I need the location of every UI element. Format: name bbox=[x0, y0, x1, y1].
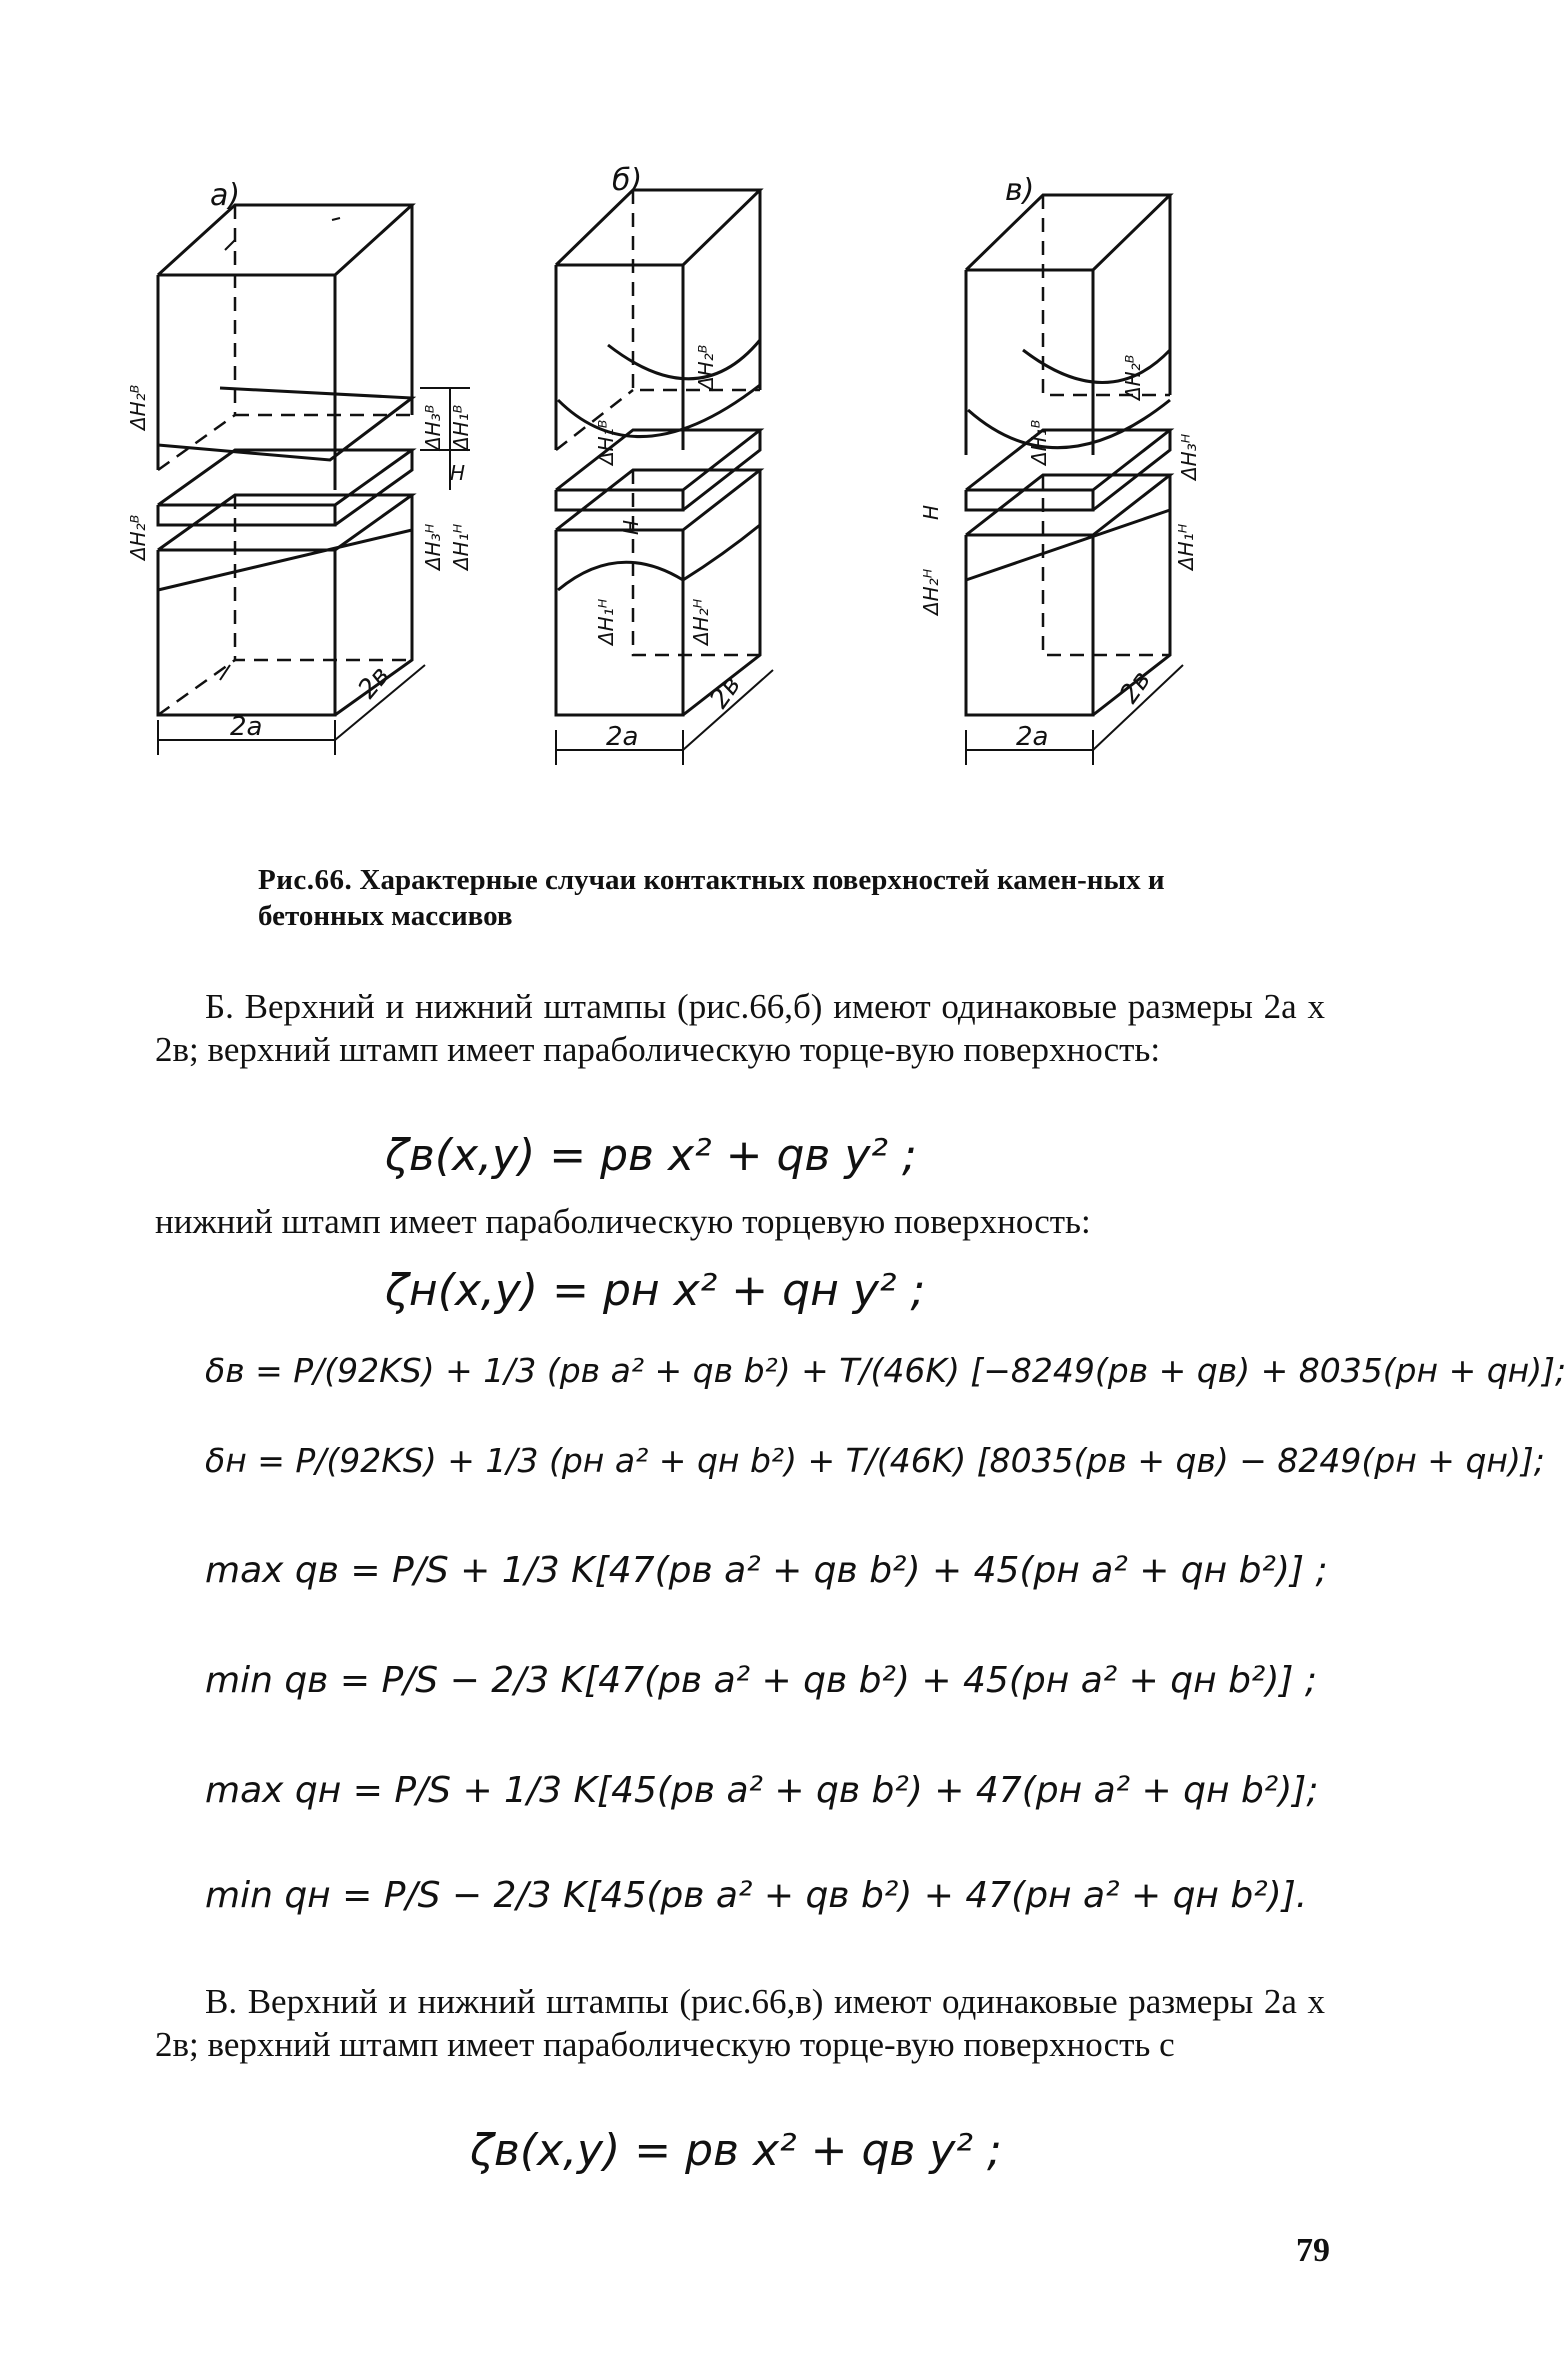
b-top-dim-1: ΔH₂ᴮ bbox=[694, 344, 718, 390]
a-low-dim-2: ΔH₁ᴴ bbox=[449, 523, 473, 570]
figure-caption bbox=[258, 862, 1258, 934]
v-slab-front bbox=[966, 490, 1093, 510]
a-top-break-mark2 bbox=[332, 218, 340, 220]
v-top-dim-1: ΔH₂ᴮ bbox=[1121, 354, 1145, 400]
b-low-front bbox=[556, 530, 683, 715]
b-low-parabolic-face bbox=[558, 562, 683, 590]
formula-min-qn: min qн = P/S − 2/3 K[45(pв a² + qв b²) + 47(pн a² + qн b²)]. bbox=[205, 1875, 1308, 1916]
b-top-front bbox=[556, 265, 683, 450]
formula-delta-n: δн = P/(92KS) + 1/3 (pн a² + qн b²) + T/(46K) [8035(pв + qв) − 8249(pн + qн)]; bbox=[205, 1441, 1545, 1480]
b-width-dim-label: 2a bbox=[606, 722, 639, 752]
v-low-front bbox=[966, 535, 1093, 715]
a-top-break-mark bbox=[225, 240, 235, 250]
section-b-text-2: нижний штамп имеет параболическую торцевую поверхность: bbox=[155, 1202, 1091, 1241]
v-top-dim-3: ΔH₃ᴴ bbox=[1177, 433, 1201, 480]
v-low-dim-2: ΔH₂ᴴ bbox=[919, 568, 943, 615]
formula-upper-surface-v: ζв(x,y) = pв x² + qв y² ; bbox=[470, 2125, 1002, 2176]
formula-min-qb: min qв = P/S − 2/3 K[47(pв a² + qв b²) + 45(pн a² + qн b²)] ; bbox=[205, 1660, 1318, 1701]
v-top-parabolic-back bbox=[1023, 350, 1170, 383]
a-top-dim-2: ΔH₁ᴮ bbox=[449, 404, 473, 450]
section-b-paragraph bbox=[155, 985, 1325, 1071]
caption-number: Рис.66. bbox=[258, 864, 353, 896]
formula-delta-b: δв = P/(92KS) + 1/3 (pв a² + qв b²) + T/(46K) [−8249(pв + qв) + 8035(pн + qн)]; bbox=[205, 1351, 1566, 1390]
caption-text: Характерные случаи контактных поверхностей камен-ных и бетонных массивов bbox=[258, 864, 1165, 932]
v-low-top bbox=[966, 475, 1170, 535]
b-low-top bbox=[556, 470, 760, 530]
a-top-hidden-diag bbox=[158, 415, 235, 470]
b-top-dim-2: ΔH₁ᴮ bbox=[594, 419, 618, 465]
panel-label-b: б) bbox=[612, 163, 643, 198]
a-left-dim-2: ΔH₂ᴮ bbox=[126, 514, 150, 560]
a-top-dim-1: ΔH₃ᴮ bbox=[421, 404, 445, 450]
formula-lower-surface: ζн(x,y) = pн x² + qн y² ; bbox=[385, 1265, 926, 1316]
v-mid-dim: H bbox=[919, 504, 943, 520]
a-width-dim-label: 2a bbox=[230, 712, 263, 742]
v-low-inclined-face bbox=[966, 510, 1170, 580]
a-low-hidden bbox=[235, 495, 412, 660]
panel-v bbox=[919, 195, 1201, 765]
section-v-paragraph bbox=[155, 1980, 1325, 2066]
a-left-dim-1: ΔH₂ᴮ bbox=[126, 384, 150, 430]
section-b-text: Б. Верхний и нижний штампы (рис.66,б) имеют одинаковые размеры 2а x 2в; верхний штамп имеет параболическую торце-вую поверхность: bbox=[155, 987, 1325, 1069]
a-low-dim-1: ΔH₃ᴴ bbox=[421, 523, 445, 570]
panel-b bbox=[556, 190, 773, 765]
a-mid-dim: H bbox=[450, 461, 466, 485]
figure-66 bbox=[126, 160, 1350, 840]
b-low-dim-2: ΔH₂ᴴ bbox=[689, 598, 713, 645]
a-slab-front bbox=[158, 505, 335, 525]
a-low-top bbox=[158, 495, 412, 550]
a-top-cap bbox=[158, 205, 412, 275]
b-low-dim-1: ΔH₁ᴴ bbox=[594, 598, 618, 645]
v-top-parabolic-face bbox=[968, 400, 1170, 448]
a-depth-dim-label: 2в bbox=[352, 660, 396, 705]
figure-drawing bbox=[126, 160, 1350, 840]
section-v-text: В. Верхний и нижний штампы (рис.66,в) имеют одинаковые размеры 2а x 2в; верхний штамп имеет параболическую торце-вую поверхность с bbox=[155, 1982, 1325, 2064]
v-top-cap bbox=[966, 195, 1170, 270]
panel-a bbox=[126, 205, 473, 755]
v-top-dim-2: ΔH₁ᴮ bbox=[1027, 419, 1051, 465]
b-top-cap bbox=[556, 190, 760, 265]
panel-label-a: а) bbox=[210, 178, 241, 213]
formula-max-qn: max qн = P/S + 1/3 K[45(pв a² + qв b²) + 47(pн a² + qн b²)]; bbox=[205, 1770, 1319, 1811]
v-depth-dim-label: 2в bbox=[1114, 665, 1158, 710]
formula-max-qb: max qв = P/S + 1/3 K[47(pв a² + qв b²) + 45(pн a² + qн b²)] ; bbox=[205, 1550, 1328, 1591]
v-low-dim-1: ΔH₁ᴴ bbox=[1174, 523, 1198, 570]
b-depth-dim-label: 2в bbox=[704, 670, 748, 715]
a-low-inclined-face bbox=[158, 530, 412, 590]
page-number: 79 bbox=[1296, 2232, 1330, 2269]
b-slab-front bbox=[556, 490, 683, 510]
a-low-front bbox=[158, 550, 335, 715]
v-slab-top bbox=[966, 430, 1170, 490]
b-mid-dim: H bbox=[619, 519, 643, 535]
section-b-paragraph-2 bbox=[155, 1200, 1325, 1243]
b-low-parabolic-side bbox=[683, 525, 760, 580]
a-slab-side bbox=[335, 450, 412, 525]
v-width-dim-label: 2a bbox=[1016, 722, 1049, 752]
b-slab-top bbox=[556, 430, 760, 490]
a-low-hidden-diag bbox=[158, 660, 235, 715]
v-slab-side bbox=[1093, 430, 1170, 510]
v-low-hidden bbox=[1043, 475, 1170, 655]
formula-upper-surface-b: ζв(x,y) = pв x² + qв y² ; bbox=[385, 1130, 917, 1181]
panel-label-v: в) bbox=[1005, 173, 1035, 208]
